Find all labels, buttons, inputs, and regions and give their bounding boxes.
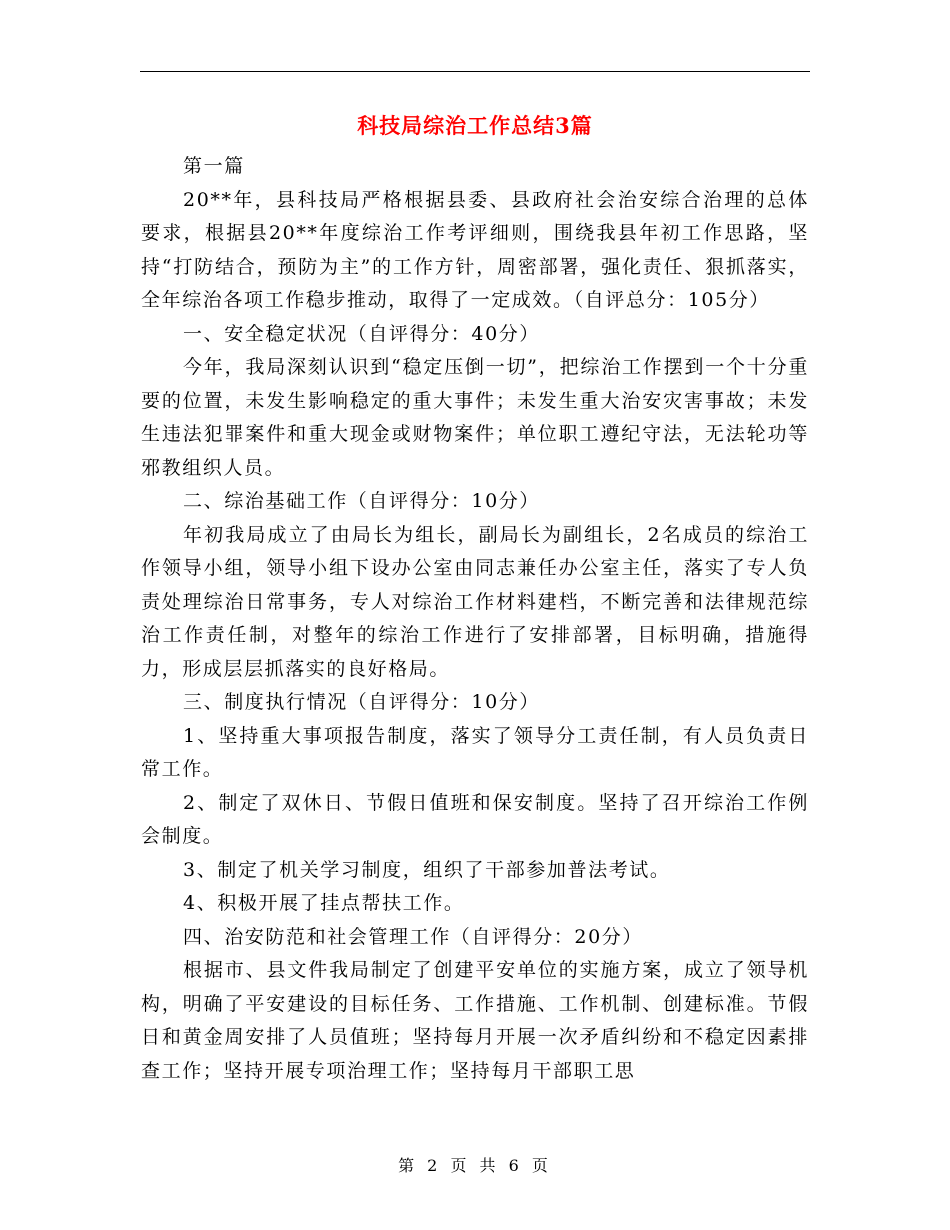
list-item: 1、坚持重大事项报告制度，落实了领导分工责任制，有人员负责日常工作。 [141,724,809,780]
body-paragraph: 根据市、县文件我局制定了创建平安单位的实施方案，成立了领导机构，明确了平安建设的目标任务、工作措施、工作机制、创建标准。节假日和黄金周安排了人员值班；坚持每月开展一次矛盾纠纷和不稳定因素排查工作；坚持开展专项治理工作；坚持每月干部职工思 [141,959,809,1082]
body-paragraph: 20**年，县科技局严格根据县委、县政府社会治安综合治理的总体要求，根据县20**年度综治工作考评细则，围绕我县年初工作思路，坚持“打防结合，预防为主”的工作方针，周密部署，强化责任、狠抓落实，全年综治各项工作稳步推动，取得了一定成效。（自评总分：105分） [141,188,809,311]
section-heading: 三、制度执行情况（自评得分：10分） [183,691,540,713]
section-heading: 一、安全稳定状况（自评得分：40分） [183,322,540,345]
list-item: 4、积极开展了挂点帮扶工作。 [183,892,465,914]
section-heading: 四、治安防范和社会管理工作（自评得分：20分） [183,925,643,948]
list-item: 3、制定了机关学习制度，组织了干部参加普法考试。 [183,858,671,881]
header-rule [140,71,810,72]
section-heading: 第一篇 [183,155,245,177]
list-item: 2、制定了双休日、节假日值班和保安制度。坚持了召开综治工作例会制度。 [141,791,809,847]
body-paragraph: 年初我局成立了由局长为组长，副局长为副组长，2名成员的综治工作领导小组，领导小组下设办公室由同志兼任办公室主任，落实了专人负责处理综治日常事务，专人对综治工作材料建档，不断完善和法律规范综治工作责任制，对整年的综治工作进行了安排部署，目标明确，措施得力，形成层层抓落实的良好格局。 [141,523,809,680]
body-paragraph: 今年，我局深刻认识到“稳定压倒一切”，把综治工作摆到一个十分重要的位置，未发生影响稳定的重大事件；未发生重大治安灾害事故；未发生违法犯罪案件和重大现金或财物案件；单位职工遵纪守法，无法轮功等邪教组织人员。 [141,356,809,479]
document-title: 科技局综治工作总结3篇 [357,113,593,138]
page-number-footer: 第 2 页 共 6 页 [398,1156,552,1175]
document-body [141,150,809,1088]
section-heading: 二、综治基础工作（自评得分：10分） [183,490,540,512]
